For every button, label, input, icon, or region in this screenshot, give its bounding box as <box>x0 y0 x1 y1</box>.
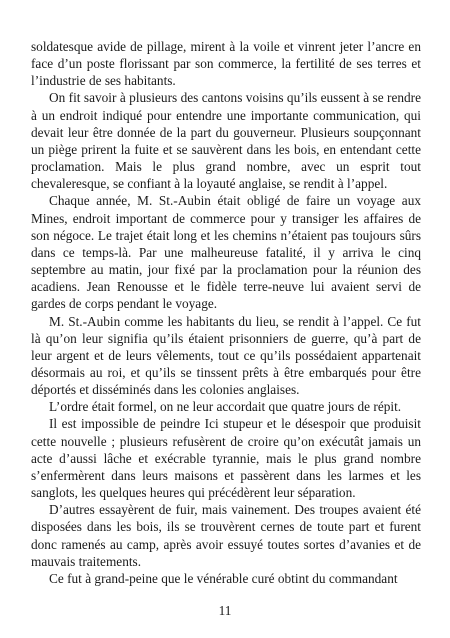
page-number: 11 <box>218 603 232 618</box>
paragraph: L’ordre était formel, on ne leur accordait que quatre jours de répit. <box>49 399 402 415</box>
paragraph: Chaque année, M. St.-Aubin était obligé de faire un voyage aux Mines, endroit important de commerce pour y transiger les affaires de son négoce. Le trajet était long et les chemins n’étaient pas toujours sûrs dans ce temps-là. Par une malheureuse fatalité, il y arriva le cinq septembre au matin, jour fixé par la proclamation pour la réunion des acadiens. Jean Renousse et le fidèle terre-neuve lui avaient servi de gardes de corps pendant le voyage. <box>31 193 421 312</box>
paragraph: D’autres essayèrent de fuir, mais vainement. Des troupes avaient été disposées dans les bois, ils se trouvèrent cernes de toute part et furent donc ramenés au camp, après avoir essuyé toutes sortes d’avanies et de mauvais traitements. <box>31 502 421 569</box>
paragraph: M. St.-Aubin comme les habitants du lieu, se rendit à l’appel. Ce fut là qu’on leur signifia qu’ils étaient prisonniers de guerre, qu’à part de leur argent et de leurs vêlements, tout ce qu’ils possédaient appartenait désormais au roi, et qu’ils se tinssent prêts à être embarqués pour être déportés et disséminés dans les colonies anglaises. <box>31 313 421 398</box>
paragraph: Il est impossible de peindre Ici stupeur et le désespoir que produisit cette nouvelle ; plusieurs refusèrent de croire qu’on exécutât jamais un acte d’aussi lâche et exécrable tyrannie, mais le plus grand nombre s’enfermèrent dans leurs maisons et passèrent dans les larmes et les sanglots, les quelques heures qui précédèrent leur séparation. <box>31 416 421 501</box>
paragraph: On fit savoir à plusieurs des cantons voisins qu’ils eussent à se rendre à un endroit indiqué pour entendre une importante communication, qui devait leur être donnée de la part du gouverneur. Plusieurs soupçonnant un piège prirent la fuite et se sauvèrent dans les bois, en entendant cette proclamation. Mais le plus grand nombre, avec un esprit tout chevaleresque, se confiant à la loyauté anglaise, se rendit à l’appel. <box>31 90 421 192</box>
paragraph-continuation: soldatesque avide de pillage, mirent à la voile et vinrent jeter l’ancre en face d’un poste florissant par son commerce, la fertilité de ses terres et l’industrie de ses habitants. <box>31 39 421 89</box>
page-body <box>31 38 421 587</box>
paragraph: Ce fut à grand-peine que le vénérable curé obtint du commandant <box>49 570 398 586</box>
